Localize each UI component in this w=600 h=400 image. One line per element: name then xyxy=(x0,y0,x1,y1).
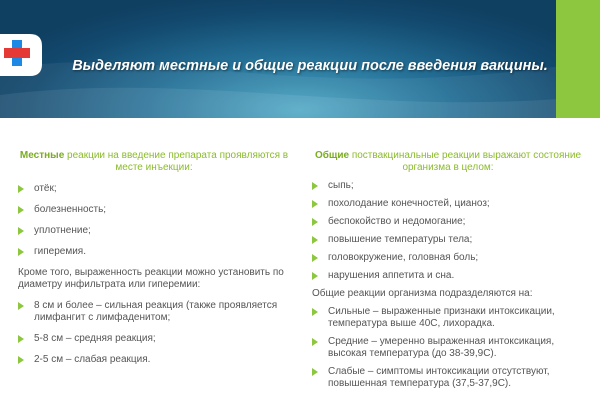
list-item xyxy=(18,354,290,366)
list-item xyxy=(18,204,290,216)
triangle-bullet-icon xyxy=(312,182,318,190)
list-item-text: болезненность; xyxy=(34,204,107,215)
list-item xyxy=(312,216,584,228)
triangle-bullet-icon xyxy=(312,368,318,376)
triangle-bullet-icon xyxy=(18,335,24,343)
list-item xyxy=(312,234,584,246)
triangle-bullet-icon xyxy=(312,254,318,262)
triangle-bullet-icon xyxy=(18,356,24,364)
severity-list xyxy=(18,300,290,366)
triangle-bullet-icon xyxy=(18,248,24,256)
list-item-text: 5-8 см – средняя реакция; xyxy=(34,333,156,344)
local-reactions-column xyxy=(18,150,290,375)
list-item-text: уплотнение; xyxy=(34,225,91,236)
heading-bold: Местные xyxy=(19,150,65,161)
local-reactions-heading xyxy=(18,150,290,174)
list-item-text: 8 см и более – сильная реакция (также проявляется лимфангит с лимфаденитом; xyxy=(34,300,278,323)
triangle-bullet-icon xyxy=(312,338,318,346)
list-item-text: отёк; xyxy=(34,183,57,194)
general-reactions-heading xyxy=(312,150,584,174)
general-reactions-list xyxy=(312,180,584,282)
list-item xyxy=(18,183,290,195)
triangle-bullet-icon xyxy=(312,218,318,226)
classification-paragraph: Общие реакции организма подразделяются на: xyxy=(312,288,533,299)
classification-list xyxy=(312,306,584,390)
list-item-text: головокружение, головная боль; xyxy=(328,252,479,263)
slide-title: Выделяют местные и общие реакции после введения вакцины. xyxy=(72,58,548,74)
list-item xyxy=(18,300,290,324)
list-item-text: сыпь; xyxy=(328,180,354,191)
list-item-text: Средние – умеренно выраженная интоксикация, высокая температура (до 38-39,9С). xyxy=(328,336,555,359)
heading-rest: реакции на введение препарата проявляются в месте инъекции: xyxy=(64,150,289,173)
list-item-text: 2-5 см – слабая реакция. xyxy=(34,354,151,365)
slide-header xyxy=(0,0,600,118)
triangle-bullet-icon xyxy=(312,200,318,208)
list-item xyxy=(312,270,584,282)
list-item xyxy=(312,198,584,210)
list-item xyxy=(18,225,290,237)
severity-paragraph: Кроме того, выраженность реакции можно установить по диаметру инфильтрата или гиперемии: xyxy=(18,267,284,290)
triangle-bullet-icon xyxy=(18,302,24,310)
triangle-bullet-icon xyxy=(18,185,24,193)
list-item xyxy=(312,366,584,390)
list-item xyxy=(312,306,584,330)
list-item-text: беспокойство и недомогание; xyxy=(328,216,466,227)
list-item-text: Слабые – симптомы интоксикации отсутствуют, повышенная температура (37,5-37,9С). xyxy=(328,366,550,389)
list-item xyxy=(18,246,290,258)
list-item xyxy=(312,252,584,264)
medical-cross-logo-icon xyxy=(0,28,44,80)
list-item xyxy=(312,180,584,192)
list-item-text: похолодание конечностей, цианоз; xyxy=(328,198,490,209)
list-item-text: гиперемия. xyxy=(34,246,86,257)
triangle-bullet-icon xyxy=(312,272,318,280)
triangle-bullet-icon xyxy=(312,308,318,316)
list-item xyxy=(18,333,290,345)
list-item-text: Сильные – выраженные признаки интоксикации, температура выше 40С, лихорадка. xyxy=(328,306,555,329)
triangle-bullet-icon xyxy=(18,206,24,214)
list-item-text: повышение температуры тела; xyxy=(328,234,473,245)
list-item xyxy=(312,336,584,360)
local-reactions-list xyxy=(18,183,290,258)
general-reactions-column xyxy=(312,150,584,396)
heading-bold: Общие xyxy=(314,150,350,161)
triangle-bullet-icon xyxy=(312,236,318,244)
heading-rest: поствакцинальные реакции выражают состояние организма в целом: xyxy=(349,150,582,173)
list-item-text: нарушения аппетита и сна. xyxy=(328,270,455,281)
triangle-bullet-icon xyxy=(18,227,24,235)
